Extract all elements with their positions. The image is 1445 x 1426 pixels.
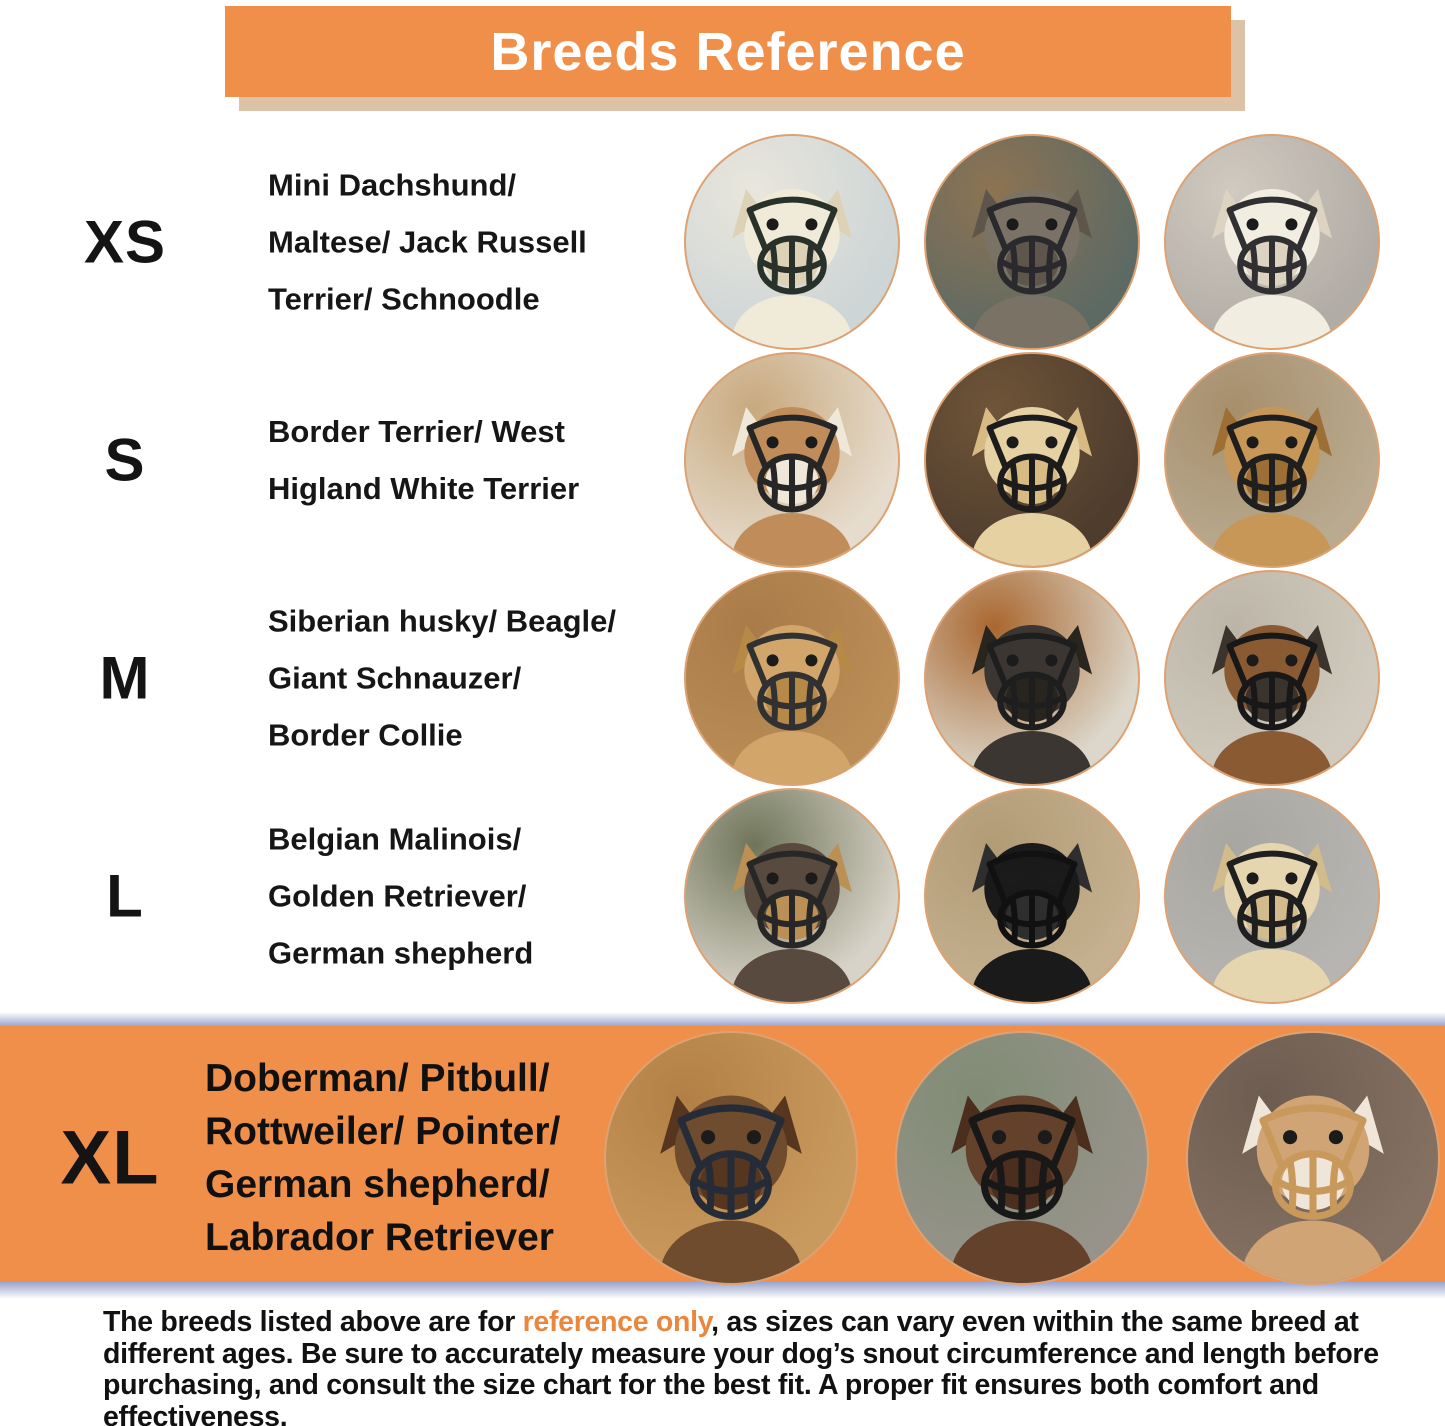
dog-photo bbox=[924, 134, 1140, 350]
dog-photo bbox=[684, 570, 900, 786]
footer-highlight-reference-only: reference only bbox=[522, 1306, 712, 1338]
breeds-line: Golden Retriever/ bbox=[268, 878, 527, 914]
size-row-xl bbox=[0, 1033, 1445, 1283]
dog-photo bbox=[684, 352, 900, 568]
dog-photo bbox=[684, 788, 900, 1004]
size-row-l bbox=[0, 790, 1445, 1002]
size-row-s bbox=[0, 354, 1445, 566]
breeds-text-xs bbox=[268, 157, 587, 328]
dog-photos-l bbox=[684, 790, 1380, 1002]
breeds-line: Labrador Retriever bbox=[205, 1216, 554, 1259]
breeds-line: Terrier/ Schnoodle bbox=[268, 281, 540, 317]
breeds-line: Mini Dachshund/ bbox=[268, 167, 516, 203]
dog-photo bbox=[924, 788, 1140, 1004]
dog-photo bbox=[684, 134, 900, 350]
breeds-text-m bbox=[268, 593, 616, 764]
size-label-m: M bbox=[99, 644, 151, 712]
size-label-xs: XS bbox=[83, 208, 167, 276]
dog-photo bbox=[1164, 134, 1380, 350]
dog-photos-m bbox=[684, 572, 1380, 784]
dog-photo bbox=[1164, 570, 1380, 786]
size-row-m bbox=[0, 572, 1445, 784]
breeds-line: Border Collie bbox=[268, 717, 463, 753]
footer-text-effectiveness: effectiveness. bbox=[103, 1401, 287, 1426]
breeds-line: Belgian Malinois/ bbox=[268, 821, 522, 857]
dog-photo bbox=[1186, 1031, 1440, 1285]
breeds-text-l bbox=[268, 811, 533, 982]
breeds-line: Higland White Terrier bbox=[268, 471, 580, 506]
breeds-line: Rottweiler/ Pointer/ bbox=[205, 1110, 561, 1153]
band-top-edge bbox=[0, 1012, 1445, 1026]
dog-photo bbox=[604, 1031, 858, 1285]
size-label-xl: XL bbox=[60, 1115, 160, 1201]
dog-photos-xs bbox=[684, 136, 1380, 348]
footer-text: , as sizes can vary even within the same breed at different ages. Be sure to accurately measure your dog’s snout circumference and length before purchasing, and consult the size chart for the best fit. A proper fit ensures both comfort and bbox=[103, 1306, 1379, 1401]
page-title: Breeds Reference bbox=[490, 21, 966, 82]
breeds-line: Siberian husky/ Beagle/ bbox=[268, 603, 617, 639]
footer-note bbox=[103, 1307, 1443, 1426]
breeds-text-xl bbox=[205, 1052, 560, 1264]
breeds-line: German shepherd bbox=[268, 935, 534, 971]
breeds-line: Maltese/ Jack Russell bbox=[268, 224, 587, 260]
dog-photo bbox=[1164, 352, 1380, 568]
dog-photo bbox=[1164, 788, 1380, 1004]
breeds-line: German shepherd/ bbox=[205, 1163, 550, 1206]
breeds-line: Giant Schnauzer/ bbox=[268, 660, 522, 696]
footer-text: The breeds listed above are for bbox=[103, 1306, 523, 1338]
breeds-line: Doberman/ Pitbull/ bbox=[205, 1057, 550, 1100]
dog-photo bbox=[895, 1031, 1149, 1285]
size-label-l: L bbox=[106, 862, 144, 930]
dog-photo bbox=[924, 570, 1140, 786]
breeds-text-s bbox=[268, 403, 579, 517]
size-row-xs bbox=[0, 136, 1445, 348]
dog-photos-xl bbox=[604, 1033, 1440, 1283]
dog-photo bbox=[924, 352, 1140, 568]
dog-photos-s bbox=[684, 354, 1380, 566]
header-banner bbox=[225, 6, 1231, 97]
breeds-line: Border Terrier/ West bbox=[268, 414, 565, 449]
size-label-s: S bbox=[104, 426, 146, 494]
